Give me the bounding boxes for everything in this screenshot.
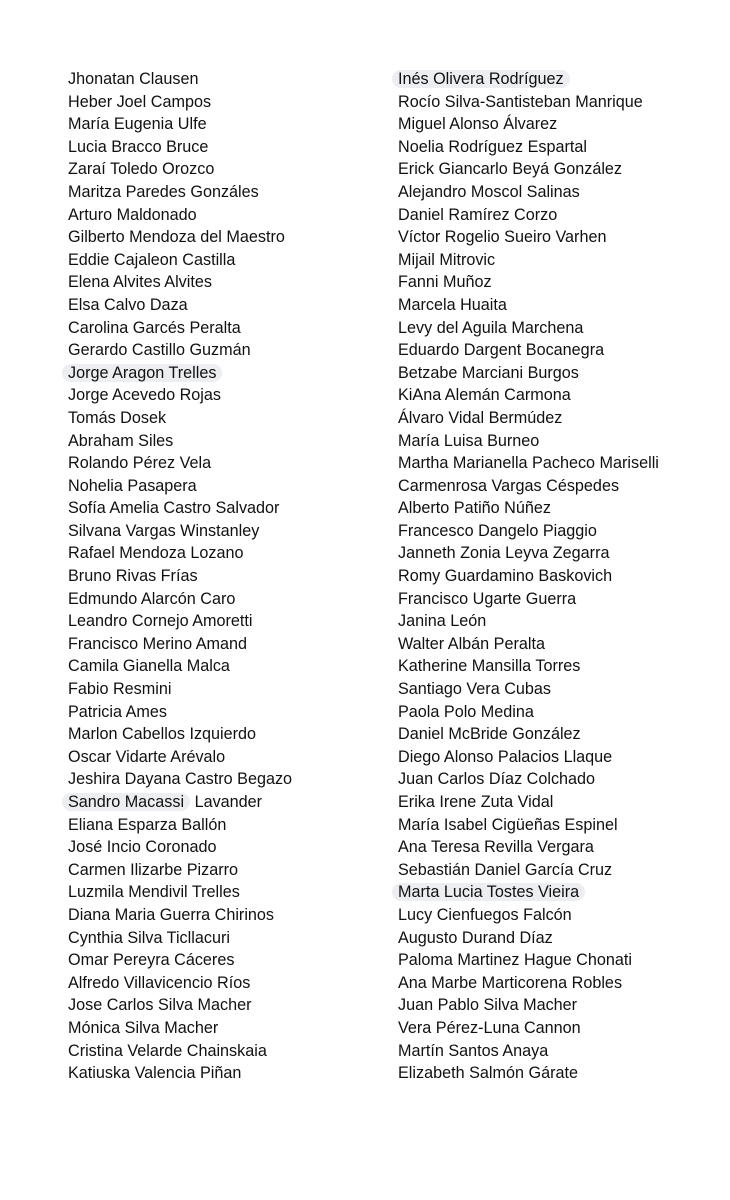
person-name: Eliana Esparza Ballón xyxy=(68,815,227,834)
person-name: Janneth Zonia Leyva Zegarra xyxy=(398,544,610,563)
name-list-item xyxy=(398,1062,726,1085)
name-list-item xyxy=(398,927,726,950)
name-list-item xyxy=(68,136,388,159)
name-list-item xyxy=(398,407,726,430)
name-list-item xyxy=(68,1040,388,1063)
person-name: Juan Pablo Silva Macher xyxy=(398,996,578,1015)
name-list-item xyxy=(398,475,726,498)
person-name: Diana Maria Guerra Chirinos xyxy=(68,905,275,924)
right-name-column xyxy=(398,68,726,1085)
highlighted-name: Inés Olivera Rodríguez xyxy=(392,70,570,88)
name-list-item xyxy=(398,949,726,972)
name-list-item xyxy=(68,701,388,724)
name-list-item xyxy=(68,113,388,136)
name-list-item xyxy=(398,701,726,724)
person-name: Diego Alonso Palacios Llaque xyxy=(398,747,613,766)
person-name: Martha Marianella Pacheco Mariselli xyxy=(398,454,659,473)
name-list-item xyxy=(68,430,388,453)
person-name: Gilberto Mendoza del Maestro xyxy=(68,228,285,247)
name-list-item xyxy=(398,384,726,407)
person-name: Jeshira Dayana Castro Begazo xyxy=(68,770,293,789)
person-name: Vera Pérez-Luna Cannon xyxy=(398,1018,581,1037)
name-list-item xyxy=(398,226,726,249)
name-list-item xyxy=(68,407,388,430)
name-list-item xyxy=(398,249,726,272)
person-name: Maritza Paredes Gonzáles xyxy=(68,182,259,201)
person-name: Camila Gianella Malca xyxy=(68,657,230,676)
person-name: Lucia Bracco Bruce xyxy=(68,137,209,156)
name-list-item xyxy=(398,452,726,475)
name-list-item xyxy=(68,972,388,995)
name-list-item xyxy=(398,565,726,588)
name-list-item xyxy=(68,904,388,927)
name-list-item xyxy=(68,362,388,385)
person-name: Carmen Ilizarbe Pizarro xyxy=(68,860,239,879)
name-list-item xyxy=(68,226,388,249)
name-list-item xyxy=(398,814,726,837)
person-name: Elena Alvites Alvites xyxy=(68,273,212,292)
person-name: Elsa Calvo Daza xyxy=(68,295,188,314)
name-list-item xyxy=(68,588,388,611)
name-list-item xyxy=(398,1017,726,1040)
person-name: Bruno Rivas Frías xyxy=(68,567,198,586)
person-name: Rolando Pérez Vela xyxy=(68,454,212,473)
name-list-item xyxy=(398,972,726,995)
name-list-item xyxy=(398,723,726,746)
name-list-item xyxy=(68,746,388,769)
person-name: KiAna Alemán Carmona xyxy=(398,386,571,405)
name-list-item xyxy=(398,542,726,565)
name-list-item xyxy=(68,768,388,791)
name-list-item xyxy=(68,317,388,340)
name-list-item xyxy=(398,136,726,159)
name-list-item xyxy=(68,565,388,588)
person-name: María Luisa Burneo xyxy=(398,431,540,450)
person-name: Elizabeth Salmón Gárate xyxy=(398,1064,578,1083)
person-name: Alejandro Moscol Salinas xyxy=(398,182,580,201)
person-name: Paola Polo Medina xyxy=(398,702,534,721)
name-list-item xyxy=(68,271,388,294)
name-list-item xyxy=(68,91,388,114)
name-list-item xyxy=(398,271,726,294)
name-list-item xyxy=(398,746,726,769)
person-name: Luzmila Mendivil Trelles xyxy=(68,883,240,902)
name-list-item xyxy=(398,768,726,791)
person-name: Sofía Amelia Castro Salvador xyxy=(68,499,280,518)
name-list-item xyxy=(68,633,388,656)
name-list-item xyxy=(68,249,388,272)
name-list-item xyxy=(398,294,726,317)
person-name: Ana Teresa Revilla Vergara xyxy=(398,838,594,857)
person-name: Noelia Rodríguez Espartal xyxy=(398,137,587,156)
person-name: Lucy Cienfuegos Falcón xyxy=(398,905,572,924)
name-list-item xyxy=(68,497,388,520)
name-list-item xyxy=(68,294,388,317)
name-list-item xyxy=(398,497,726,520)
person-name: Cynthia Silva Ticllacuri xyxy=(68,928,230,947)
name-list-item xyxy=(398,904,726,927)
person-name: Heber Joel Campos xyxy=(68,92,212,111)
person-name: Jorge Acevedo Rojas xyxy=(68,386,221,405)
person-name: Francesco Dangelo Piaggio xyxy=(398,521,597,540)
person-name: Fabio Resmini xyxy=(68,680,172,699)
person-name: Álvaro Vidal Bermúdez xyxy=(398,408,563,427)
name-list-item xyxy=(398,859,726,882)
name-list-item xyxy=(398,836,726,859)
name-list-item xyxy=(398,181,726,204)
person-name: Alfredo Villavicencio Ríos xyxy=(68,973,251,992)
person-name: Katherine Mansilla Torres xyxy=(398,657,581,676)
person-name: Patricia Ames xyxy=(68,702,167,721)
name-list-item xyxy=(398,68,726,91)
person-name: Santiago Vera Cubas xyxy=(398,680,551,699)
person-name: Martín Santos Anaya xyxy=(398,1041,549,1060)
name-list-item xyxy=(398,158,726,181)
name-list-item xyxy=(398,588,726,611)
person-name: Walter Albán Peralta xyxy=(398,634,545,653)
name-list-item xyxy=(398,113,726,136)
name-list-item xyxy=(398,881,726,904)
person-name: Zaraí Toledo Orozco xyxy=(68,160,215,179)
left-name-column xyxy=(68,68,388,1085)
person-name: Carolina Garcés Peralta xyxy=(68,318,241,337)
highlighted-name: Jorge Aragon Trelles xyxy=(62,364,222,382)
name-list-item xyxy=(398,791,726,814)
person-name: Betzabe Marciani Burgos xyxy=(398,363,579,382)
name-list-item xyxy=(398,204,726,227)
name-list-item xyxy=(398,655,726,678)
person-name: Silvana Vargas Winstanley xyxy=(68,521,260,540)
name-list-item xyxy=(68,158,388,181)
name-list-item xyxy=(68,1062,388,1085)
name-list-item xyxy=(68,949,388,972)
person-name: Mijail Mitrovic xyxy=(398,250,496,269)
person-name: Leandro Cornejo Amoretti xyxy=(68,612,253,631)
name-list-item xyxy=(68,339,388,362)
person-name: María Isabel Cigüeñas Espinel xyxy=(398,815,618,834)
name-list-item xyxy=(68,181,388,204)
name-list-item xyxy=(68,994,388,1017)
person-name: Abraham Siles xyxy=(68,431,174,450)
name-list-item xyxy=(68,836,388,859)
person-name: Edmundo Alarcón Caro xyxy=(68,589,236,608)
person-name: Augusto Durand Díaz xyxy=(398,928,553,947)
person-name: Mónica Silva Macher xyxy=(68,1018,219,1037)
name-list-item xyxy=(68,678,388,701)
name-list-item xyxy=(68,655,388,678)
person-name: Daniel Ramírez Corzo xyxy=(398,205,558,224)
person-name: Miguel Alonso Álvarez xyxy=(398,115,558,134)
person-name: Juan Carlos Díaz Colchado xyxy=(398,770,596,789)
person-name: Erika Irene Zuta Vidal xyxy=(398,793,554,811)
person-name: Paloma Martinez Hague Chonati xyxy=(398,951,632,970)
name-list-item xyxy=(68,204,388,227)
person-name: María Eugenia Ulfe xyxy=(68,115,207,134)
person-name: Janina León xyxy=(398,612,487,631)
person-name: Tomás Dosek xyxy=(68,408,167,427)
person-name: Oscar Vidarte Arévalo xyxy=(68,747,226,766)
name-list-item xyxy=(68,542,388,565)
name-list-item xyxy=(68,520,388,543)
name-list-item xyxy=(68,610,388,633)
person-name: Jose Carlos Silva Macher xyxy=(68,996,252,1015)
person-name: Sebastián Daniel García Cruz xyxy=(398,860,613,879)
name-list-item xyxy=(68,475,388,498)
person-name: Francisco Ugarte Guerra xyxy=(398,589,577,608)
person-name: Cristina Velarde Chainskaia xyxy=(68,1041,267,1060)
name-list-item xyxy=(68,384,388,407)
person-name: Jhonatan Clausen xyxy=(68,70,199,88)
person-name: Levy del Aguila Marchena xyxy=(398,318,584,337)
person-name: Daniel McBride González xyxy=(398,725,581,744)
name-list-item xyxy=(68,68,388,91)
person-name: José Incio Coronado xyxy=(68,838,217,857)
person-name: Katiuska Valencia Piñan xyxy=(68,1064,242,1083)
person-name: Eduardo Dargent Bocanegra xyxy=(398,341,605,360)
person-name: Omar Pereyra Cáceres xyxy=(68,951,235,970)
person-name: Ana Marbe Marticorena Robles xyxy=(398,973,623,992)
name-list-item xyxy=(68,881,388,904)
person-name: Eddie Cajaleon Castilla xyxy=(68,250,236,269)
highlighted-name: Sandro Macassi xyxy=(62,793,190,811)
person-name: Erick Giancarlo Beyá González xyxy=(398,160,623,179)
person-name: Romy Guardamino Baskovich xyxy=(398,567,613,586)
person-name: Gerardo Castillo Guzmán xyxy=(68,341,251,360)
name-list-item xyxy=(68,452,388,475)
name-list-item xyxy=(68,859,388,882)
name-list-item xyxy=(68,814,388,837)
name-list-item xyxy=(398,678,726,701)
person-name: Lavander xyxy=(190,793,263,811)
name-list-item xyxy=(398,1040,726,1063)
name-list-item xyxy=(398,633,726,656)
person-name: Víctor Rogelio Sueiro Varhen xyxy=(398,228,607,247)
name-list-item xyxy=(398,362,726,385)
highlighted-name: Marta Lucia Tostes Vieira xyxy=(392,883,585,901)
name-list-item xyxy=(398,91,726,114)
name-list-item xyxy=(68,927,388,950)
person-name: Alberto Patiño Núñez xyxy=(398,499,551,518)
person-name: Francisco Merino Amand xyxy=(68,634,248,653)
person-name: Rafael Mendoza Lozano xyxy=(68,544,244,563)
person-name: Arturo Maldonado xyxy=(68,205,197,224)
person-name: Marcela Huaita xyxy=(398,295,507,314)
name-list-item xyxy=(68,1017,388,1040)
person-name: Carmenrosa Vargas Céspedes xyxy=(398,476,620,495)
name-list-item xyxy=(398,610,726,633)
name-list-item xyxy=(398,994,726,1017)
name-list-item xyxy=(398,520,726,543)
name-list-item xyxy=(398,317,726,340)
name-list-item xyxy=(68,791,388,814)
name-list-item xyxy=(398,430,726,453)
name-list-item xyxy=(398,339,726,362)
person-name: Fanni Muñoz xyxy=(398,273,492,292)
person-name: Nohelia Pasapera xyxy=(68,476,197,495)
person-name: Marlon Cabellos Izquierdo xyxy=(68,725,257,744)
person-name: Rocío Silva-Santisteban Manrique xyxy=(398,92,643,111)
name-list-item xyxy=(68,723,388,746)
